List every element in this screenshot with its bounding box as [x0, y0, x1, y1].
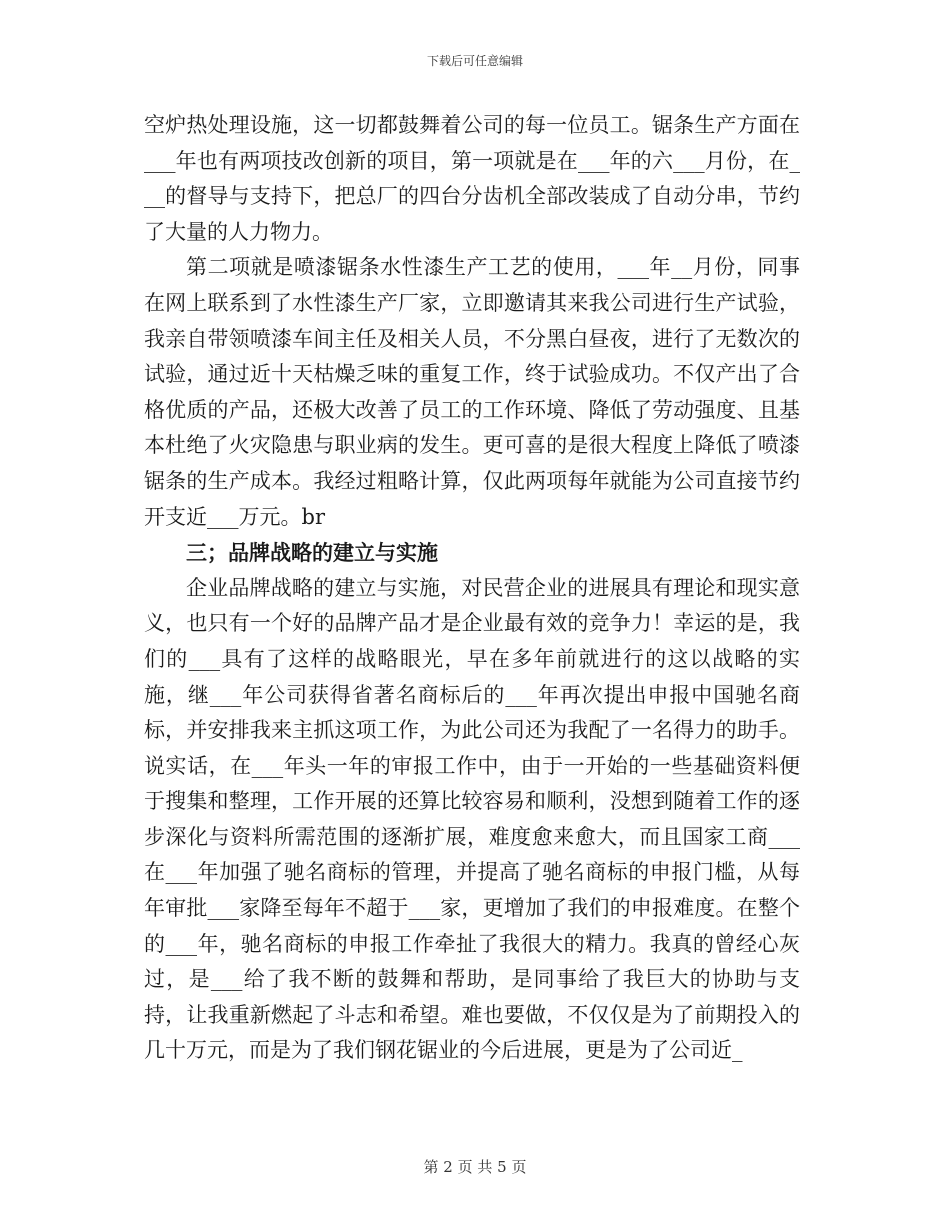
page-header-note: 下载后可任意编辑	[426, 54, 523, 68]
document-body	[144, 108, 800, 1069]
paragraph-brand-strategy: 企业品牌战略的建立与实施，对民营企业的进展具有理论和现实意义，也只有一个好的品牌产品才是企业最有效的竞争力！幸运的是，我们的___具有了这样的战略眼光，早在多年前就进行的这以战略的实施，继___年公司获得省著名商标后的___年再次提出申报中国驰名商标，并安排我来主抓这项工作，为此公司还为我配了一名得力的助手。说实话，在___年头一年的审报工作中，由于一开始的一些基础资料便于搜集和整理，工作开展的还算比较容易和顺利，没想到随着工作的逐步深化与资料所需范围的逐渐扩展，难度愈来愈大，而且国家工商___在___年加强了驰名商标的管理，并提高了驰名商标的申报门槛，从每年审批___家降至每年不超于___家，更增加了我们的申报难度。在整个的___年，驰名商标的申报工作牵扯了我很大的精力。我真的曾经心灰过，是___给了我不断的鼓舞和帮助，是同事给了我巨大的协助与支持，让我重新燃起了斗志和希望。难也要做，不仅仅是为了前期投入的几十万元，而是为了我们钢花锯业的今后进展，更是为了公司近_	[144, 575, 800, 1063]
paragraph-continuation: 空炉热处理设施，这一切都鼓舞着公司的每一位员工。锯条生产方面在___年也有两项技改创新的项目，第一项就是在___年的六___月份，在___的督导与支持下，把总厂的四台分齿机全部改装成了自动分串，节约了大量的人力物力。	[144, 113, 800, 244]
paragraph-water-paint: 第二项就是喷漆锯条水性漆生产工艺的使用，___年__月份，同事在网上联系到了水性漆生产厂家，立即邀请其来我公司进行生产试验，我亲自带领喷漆车间主任及相关人员，不分黑白昼夜，进行了无数次的试验，通过近十天枯燥乏味的重复工作，终于试验成功。不仅产出了合格优质的产品，还极大改善了员工的工作环境、降低了劳动强度、且基本杜绝了火灾隐患与职业病的发生。更可喜的是很大程度上降低了喷漆锯条的生产成本。我经过粗略计算，仅此两项每年就能为公司直接节约开支近___万元。br	[144, 255, 800, 529]
page-number-footer: 第 2 页 共 5 页	[423, 1158, 527, 1176]
section-heading-brand-strategy: 三；品牌战略的建立与实施	[186, 540, 438, 566]
